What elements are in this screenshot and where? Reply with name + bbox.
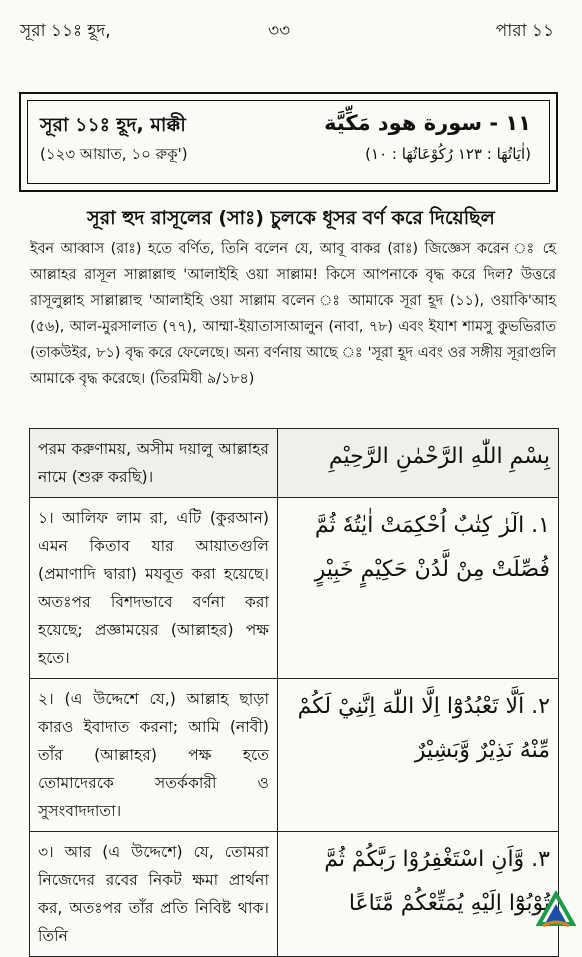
page-header [0, 6, 582, 46]
verse-table [29, 428, 559, 957]
verse-translation: ১। আলিফ লাম রা, এটি (কুরআন) এমন কিতাব যার আয়াতগুলি (প্রমাণাদি দ্বারা) মযবূত করা হয়েছে। অতঃপর বিশদভাবে বর্ণনা করা হয়েছে; প্রজ্ঞাময়ের (আল্লাহর) পক্ষ হতে। [30, 498, 278, 679]
verse-translation: ৩। আর (এ উদ্দেশে) যে, তোমরা নিজেদের রবের নিকট ক্ষমা প্রার্থনা কর, অতঃপর তাঁর প্রতি নিবিষ্ট থাক। তিনি [30, 832, 278, 957]
section-heading: সূরা হুদ রাসূলের (সাঃ) চুলকে ধূসর বর্ণ করে দিয়েছিল [87, 207, 495, 229]
publisher-logo-icon [535, 890, 577, 932]
surah-ayat-count-arabic: (اٰيَاتُهَا : ١٢٣ رُكُوْعَاتُهَا : ١٠) [365, 145, 531, 163]
surah-title-bengali: সূরা ১১ঃ হূদ, মাক্কী [40, 114, 186, 136]
surah-title-box [19, 92, 558, 192]
table-row [30, 498, 559, 679]
intro-paragraph: ইবন আব্বাস (রাঃ) হতে বর্ণিত, তিনি বলেন যে, আবূ বাকর (রাঃ) জিজ্ঞেস করেন ঃ হে আল্লাহর রাসূল সাল্লাল্লাহু 'আলাইহি ওয়া সাল্লাম! কিসে আপনাকে বৃদ্ধ করে দিল? উত্তরে রাসূলুল্লাহ সাল্লাল্লাহু 'আলাইহি ওয়া সাল্লাম বলেন ঃ আমাকে সূরা হূদ (১১), ওয়াকি'আহ (৫৬), আল-মুরসালাত (৭৭), আম্মা-ইয়াতাসাআলুন (নাবা, ৭৮) এবং ইযাশ শামসু কুভভিরাত (তাকউইর, ৮১) বৃদ্ধ করে ফেলেছে। অন্য বর্ণনায় আছে ঃ 'সূরা হূদ এবং ওর সঙ্গীয় সূরাগুলি আমাকে বৃদ্ধ করেছে। (তিরমিযী ৯/১৮৪) [30, 241, 556, 387]
verse-arabic: بِسْمِ اللّٰهِ الرَّحْمٰنِ الرَّحِيْمِ [278, 429, 559, 498]
verse-arabic: ٢. اَلَّا تَعْبُدُوْٓا اِلَّا اللّٰهَ اِنَّنِيْ لَكُمْ مِّنْهُ نَذِيْرٌ وَّبَشِيْرٌ [278, 679, 559, 832]
verse-translation: পরম করুণাময়, অসীম দয়ালু আল্লাহর নামে (শুরু করছি)। [30, 429, 278, 498]
table-row [30, 429, 559, 498]
surah-ayat-count-bengali: (১২৩ আয়াত, ১০ রুকূ') [40, 145, 188, 163]
verse-arabic: ٣. وَّاَنِ اسْتَغْفِرُوْا رَبَّكُمْ ثُمَّ تُوْبُوْٓا اِلَيْهِ يُمَتِّعْكُمْ مَّتَاعًا [278, 832, 559, 957]
page-number: ৩৩ [268, 21, 291, 41]
surah-title-arabic: ١١ - سورة هود مَكِّيَّة [324, 111, 531, 135]
running-head-para: পারা ১১ [495, 21, 554, 41]
table-row [30, 679, 559, 832]
surah-title-inner-frame [27, 100, 550, 184]
running-head-surah: সূরা ১১ঃ হূদ, [20, 21, 111, 41]
verse-translation: ২। (এ উদ্দেশে যে,) আল্লাহ ছাড়া কারও ইবাদাত করনা; আমি (নাবী) তাঁর (আল্লাহর) পক্ষ হতে তোমাদেরকে সতর্ককারী ও সুসংবাদদাতা। [30, 679, 278, 832]
table-row [30, 832, 559, 957]
verse-arabic: ١. الٓرٰ كِتٰبٌ اُحْكِمَتْ اٰيٰتُهٗ ثُمَّ فُصِّلَتْ مِنْ لَّدُنْ حَكِيْمٍ خَبِيْرٍ [278, 498, 559, 679]
